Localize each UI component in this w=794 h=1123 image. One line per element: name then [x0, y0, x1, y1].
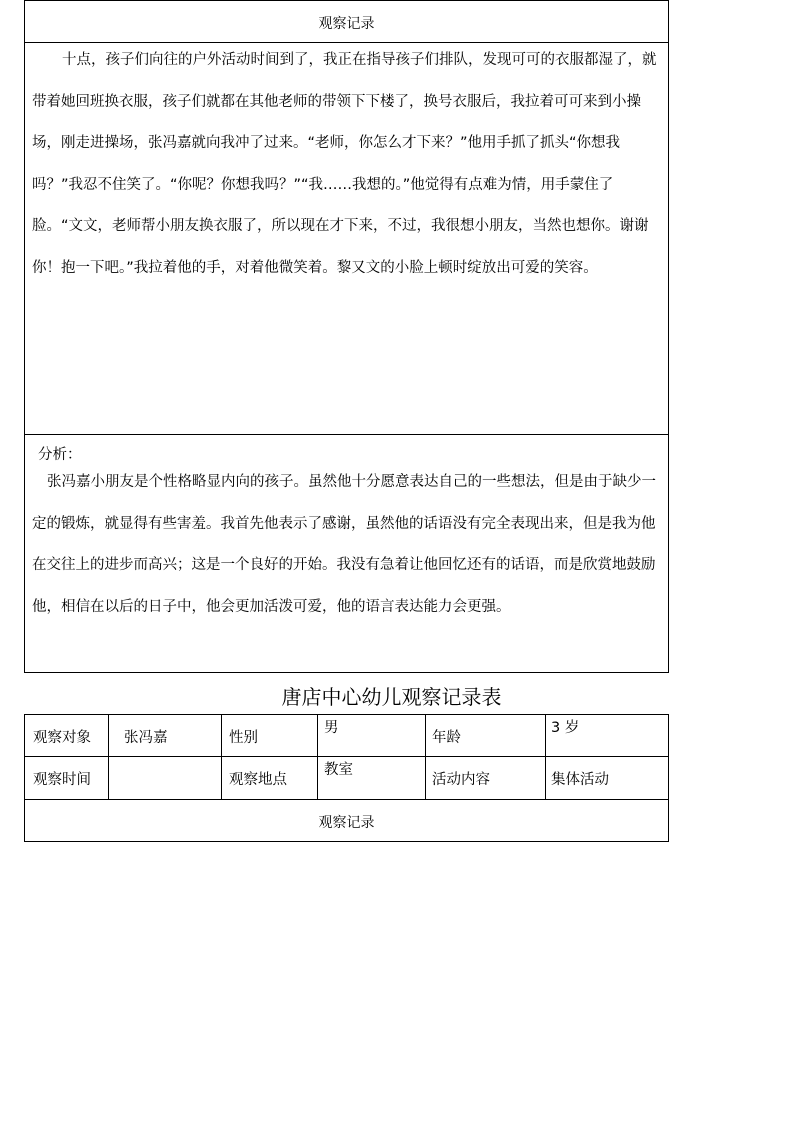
col-divider-2: [221, 714, 222, 800]
left-border: [24, 0, 25, 673]
analysis-label: 分析：: [38, 447, 82, 463]
form-top-border: [24, 714, 669, 715]
form-record-header: 观察记录: [318, 815, 375, 831]
time-label: 观察时间: [33, 772, 91, 788]
activity-label: 活动内容: [432, 772, 490, 788]
top-border: [24, 0, 669, 1]
form-row-divider-2: [24, 799, 669, 800]
form-bottom-border: [24, 841, 669, 842]
bottom-border: [24, 672, 669, 673]
age-label: 年龄: [432, 730, 461, 746]
col-divider-5: [545, 714, 546, 800]
col-divider-4: [425, 714, 426, 800]
subject-label: 观察对象: [33, 730, 91, 746]
col-divider-3: [317, 714, 318, 800]
form-title: 唐店中心幼儿观察记录表: [281, 685, 502, 709]
record-text: 十点，孩子们向往的户外活动时间到了，我正在指导孩子们排队，发现可可的衣服都湿了，就带着她回班换衣服，孩子们就都在其他老师的带领下下楼了，换号衣服后，我拉着可可来到小操场，刚走进操场，张冯嘉就向我冲了过来。“老师，你怎么才下来？”他用手抓了抓头“你想我吗？”我忍不住笑了。“你呢？你想我吗？”“我……我想的。”他觉得有点难为情，用手蒙住了脸。“文文，老师帮小朋友换衣服了，所以现在才下来，不过，我很想小朋友，当然也想你。谢谢你！抱一下吧。”我拉着他的手，对着他微笑着。黎又文的小脸上顿时绽放出可爱的笑容。: [32, 52, 657, 276]
form-row-divider: [24, 756, 669, 757]
record-header: 观察记录: [318, 16, 375, 32]
place-label: 观察地点: [229, 772, 287, 788]
subject-value: 张冯嘉: [124, 730, 168, 746]
right-border: [668, 0, 669, 673]
activity-value: 集体活动: [551, 772, 609, 788]
age-value: 3 岁: [551, 720, 580, 736]
analysis-divider: [24, 434, 669, 435]
place-value: 教室: [324, 762, 353, 778]
gender-value: 男: [324, 720, 339, 736]
col-divider-1: [108, 714, 109, 800]
gender-label: 性别: [229, 730, 258, 746]
analysis-text: 张冯嘉小朋友是个性格略显内向的孩子。虽然他十分愿意表达自己的一些想法，但是由于缺少一定的锻炼，就显得有些害羞。我首先他表示了感谢，虽然他的话语没有完全表现出来，但是我为他在交往上的进步而高兴；这是一个良好的开始。我没有急着让他回忆还有的话语，而是欣赏地鼓励他，相信在以后的日子中，他会更加活泼可爱，他的语言表达能力会更强。: [32, 474, 656, 615]
